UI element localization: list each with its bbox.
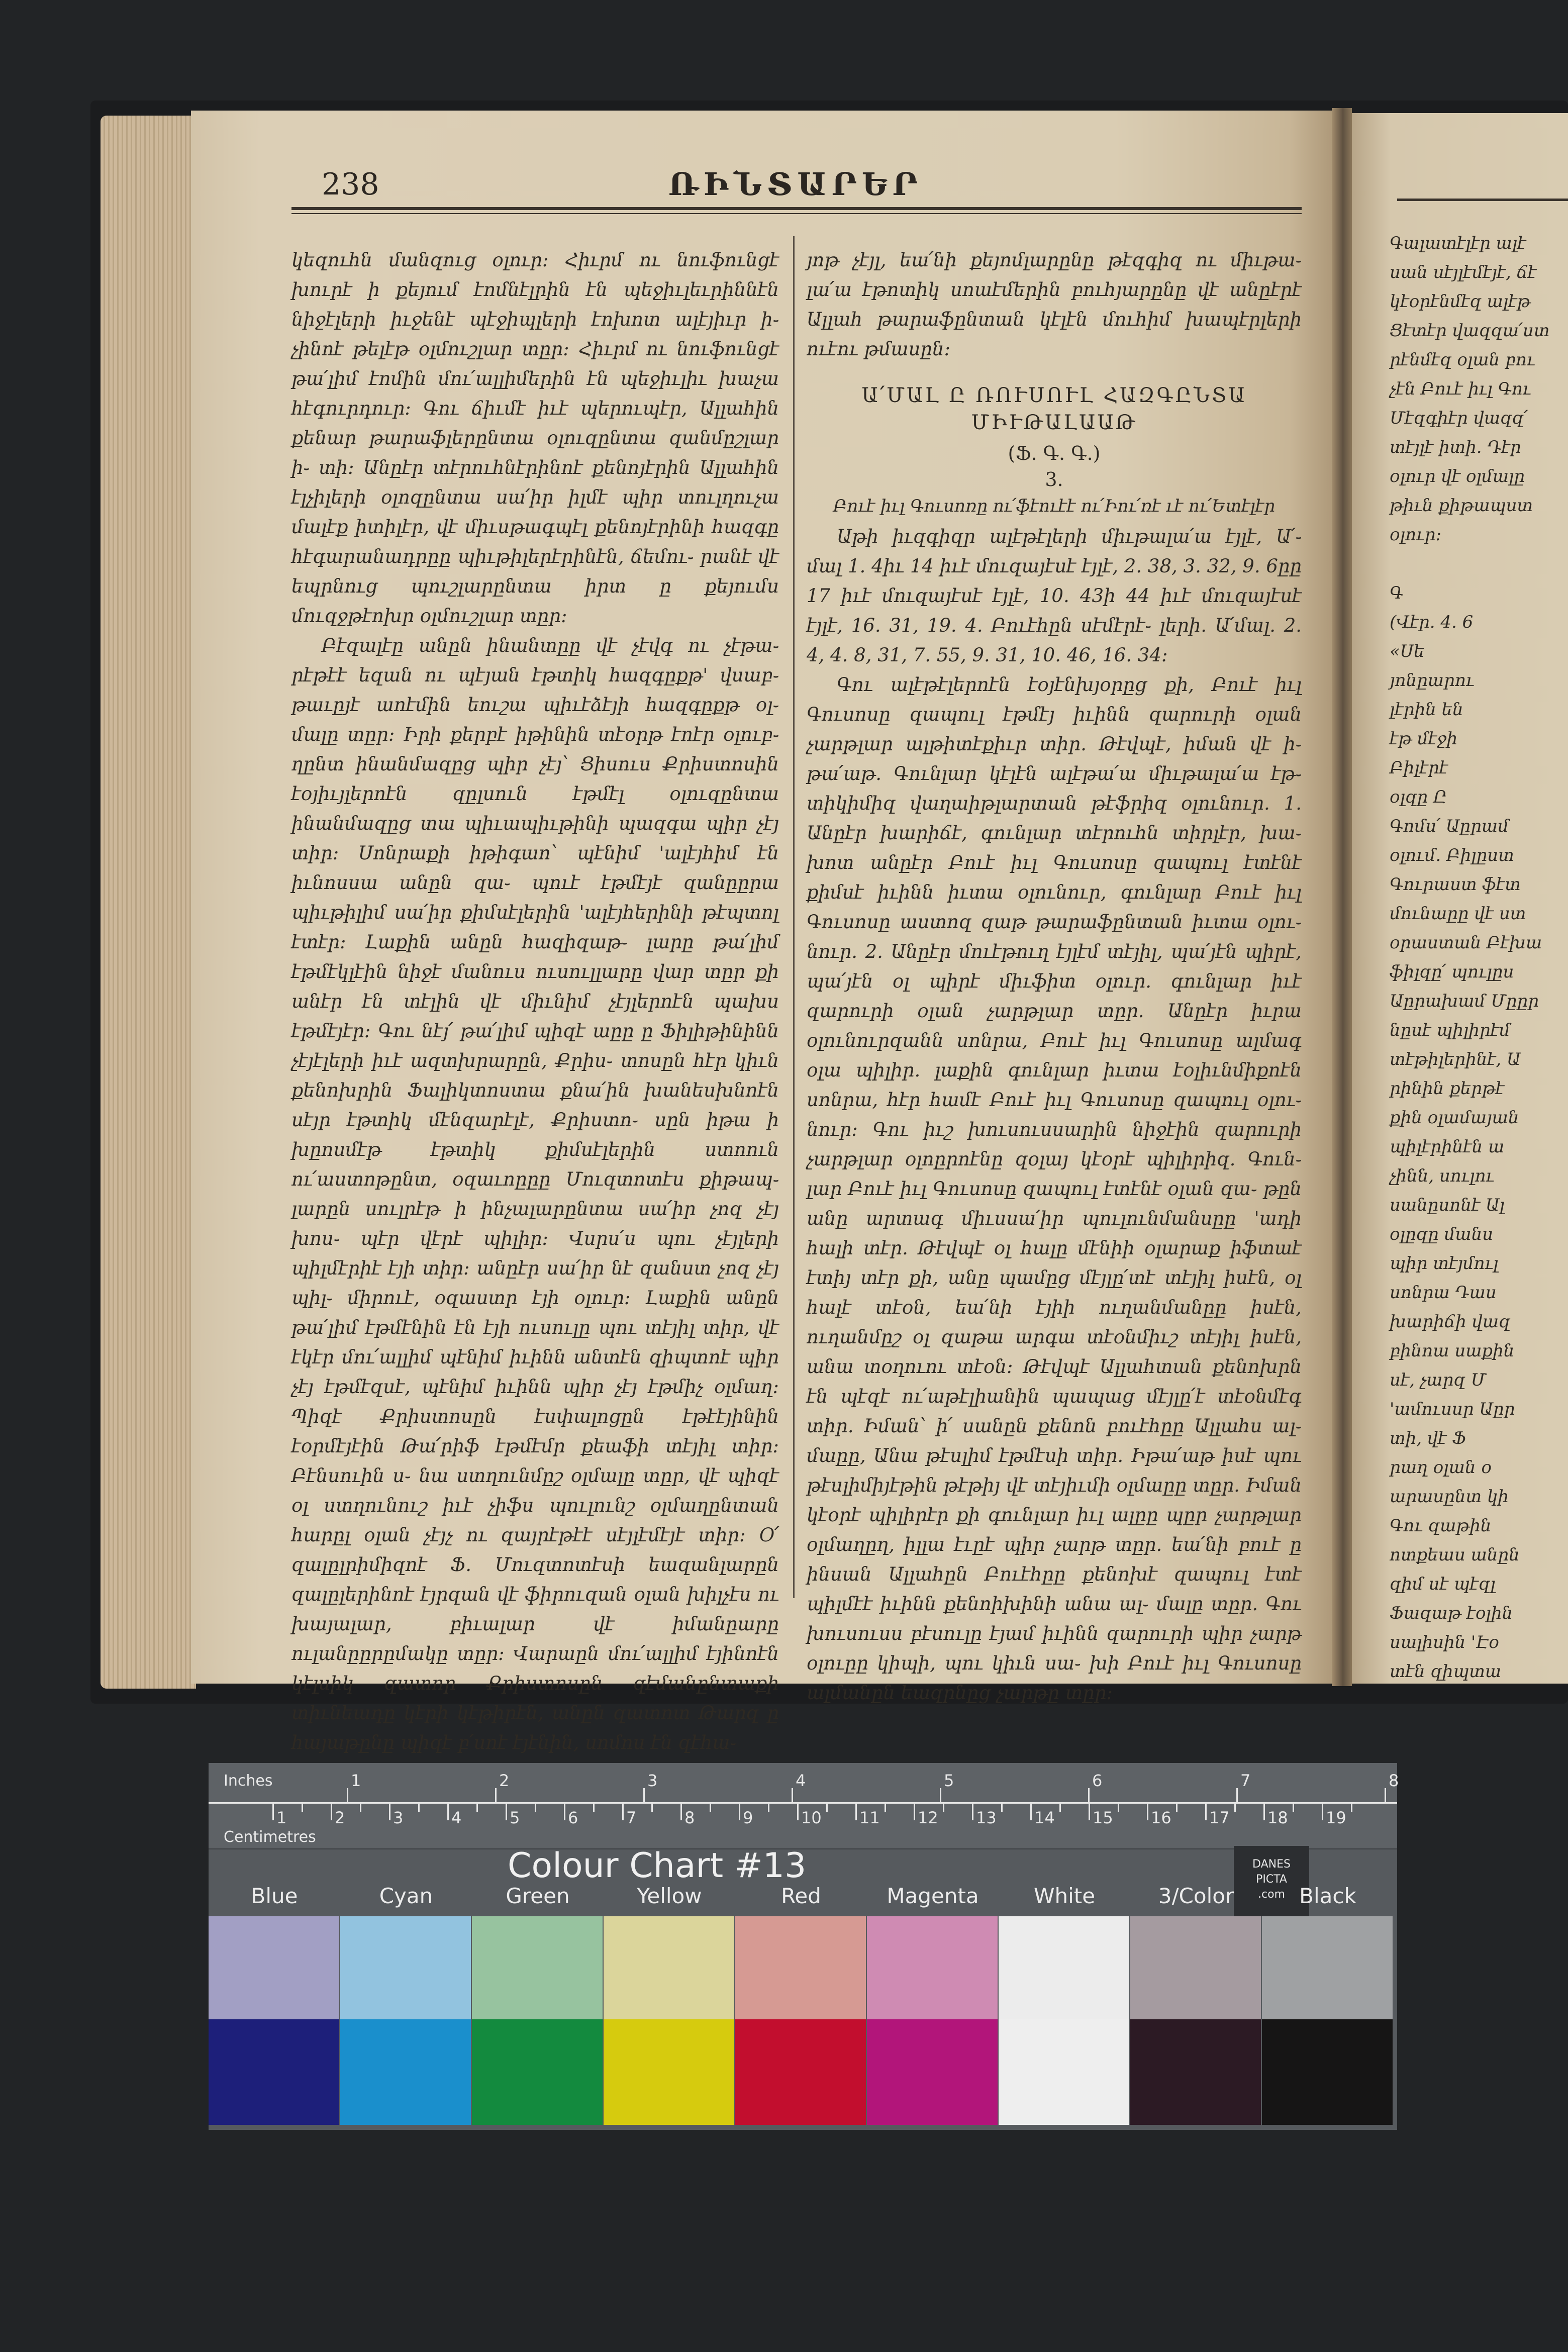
right-page-line: օլուր վէ օլմալը (1390, 466, 1525, 486)
swatch-label: Green (506, 1884, 570, 1908)
right-page-header-rule (1397, 199, 1568, 201)
right-page-line: օրաստան Բէխա (1390, 933, 1542, 953)
right-page-line: քին օլամայան (1390, 1108, 1519, 1128)
right-page-line: 'ամուսսր Աըր (1390, 1399, 1515, 1419)
inch-tick (940, 1788, 941, 1803)
running-title: ՌԻՆՏԱՐԵՐ (668, 166, 923, 203)
right-page-line: րինին քերթէ (1390, 1079, 1505, 1099)
right-page-line: րէնմէզ օլան բու (1390, 350, 1535, 370)
left-paragraph-1: կեզուհն մանզուց օլուր։ Հիւրմ ու նուֆունցէ խուրէ ի քեյում էոմնէլրին էն պեջիւլեւրիննէն նիջէլերի իւջենէ պէջիպլերի էոխոտ ալէյիւր ի֊ չինոէ թելէթ օլմուշլար տըր։ Հիւրմ ու նուֆունցէ թա՛լիմ էոմին մու՛ալլիմերին էն պեջիւլիւ խաչա հէգուրդուր։ Գու ճիւմէ իւէ պերուպէր, Ալլահին քենար թարաֆլերընտա օլուզընտա զանմըշլար ի֊ տի։ Անըէր տէրուհնէրինոէ քենոյէրին Ալլահին էլչիլերի օլոզընտա սա՛իր իլմէ պիր տուլղուչա մալէք իտիլէր, վէ միւսթագպէլ քենոյէրինի հազգը հէգարանադրըը պիւթիլերէրինէն, ճեմու֊ րանէ վէ եպրնուց պուշլարընտա իրտ ը քեյումս մուզջթէոխր օլմուշլար տըր։ (291, 249, 779, 627)
cm-number: 5 (510, 1808, 520, 1827)
right-intro-paragraph: յոթ չէյլ, եա՛նի քեյոմլարընը թէզգիզ ու միւթա֊ լա՛ա էթոտիկ սոաէմերին բուհյարընը վէ անըէրէ Ալլահ թարաֆընտան կէլէն մուհիմ խապէրլերի ուէու թմասըն։ (807, 249, 1302, 360)
swatch-label: Red (781, 1884, 821, 1908)
swatch-dark (209, 2019, 339, 2125)
swatch-light (867, 1916, 998, 2019)
swatch-dark (1130, 2019, 1261, 2125)
inch-number: 7 (1240, 1771, 1251, 1790)
right-page-line: «Սե (1390, 641, 1425, 661)
colour-chart-title: Colour Chart #13 (508, 1846, 807, 1886)
swatch-light (340, 1916, 471, 2019)
half-cm-tick (710, 1803, 711, 1812)
half-cm-tick (768, 1803, 769, 1812)
right-page-line: Գոմս՛ Աըրամ (1390, 816, 1509, 836)
inch-number: 6 (1092, 1771, 1103, 1790)
right-page-line: էթ մէջի (1390, 729, 1457, 749)
page-number: 238 (322, 167, 379, 202)
cm-tick (680, 1803, 682, 1820)
right-page-line: լէրին են (1390, 700, 1463, 720)
right-page-line: Գուրաստ ֆէտ (1390, 874, 1521, 895)
swatch-light (999, 1916, 1129, 2019)
section-title: Ա՛ՄԱԼ Ը ՌՈՒՍՈՒԼ ՀԱԶԳԸՆՏԱ ՄԻՒԹԱԼԱԱԹ (861, 384, 1247, 434)
cm-tick (1030, 1803, 1032, 1820)
cm-tick (855, 1803, 857, 1820)
colour-chart (209, 1763, 1397, 2130)
swatch-dark (340, 2019, 471, 2125)
cm-tick (914, 1803, 915, 1820)
cm-number: 4 (451, 1808, 462, 1827)
right-page-line: պիր տէյմուլ (1390, 1253, 1499, 1273)
right-page-line: Աըրախամ Մըըր (1390, 991, 1539, 1011)
section-caption: Բուէ իւլ Գուսոռը ու՛ֆէուէէ ու՛Իու՛ռէ ւէ ու՛Ետէլէր (833, 496, 1276, 516)
column-divider (793, 236, 795, 1598)
swatch-light (735, 1916, 866, 2019)
right-page-line: սոնրա Դաս (1390, 1283, 1497, 1303)
right-text-column (807, 245, 1302, 1708)
right-page-line: բինոա սաքին (1390, 1341, 1515, 1361)
cm-number: 13 (976, 1808, 997, 1827)
half-cm-tick (302, 1803, 303, 1812)
cm-number: 1 (276, 1808, 287, 1827)
cm-tick (331, 1803, 332, 1820)
half-cm-tick (1118, 1803, 1119, 1812)
inch-number: 2 (499, 1771, 510, 1790)
inch-number: 1 (351, 1771, 361, 1790)
cm-tick (1147, 1803, 1148, 1820)
right-page-line: րաղ օլան օ (1390, 1457, 1492, 1478)
swatch-label: Magenta (887, 1884, 979, 1908)
half-cm-tick (885, 1803, 886, 1812)
inch-tick (1385, 1788, 1386, 1803)
right-page-line: Մէզգիէր վազզ՛ (1390, 408, 1528, 428)
swatch-dark (1262, 2019, 1393, 2125)
ruler-line (209, 1802, 1397, 1804)
cm-number: 19 (1326, 1808, 1346, 1827)
swatch-dark (472, 2019, 603, 2125)
header-rule-thin (291, 213, 1302, 214)
right-page-line (1390, 549, 1560, 578)
right-page-line: Ֆազաթ էօլին (1390, 1603, 1513, 1623)
cm-tick (506, 1803, 507, 1820)
left-text-column (291, 245, 779, 1757)
section-subtitle: (Ֆ. Գ. Գ.) (1008, 442, 1101, 464)
cm-tick (1089, 1803, 1090, 1820)
inch-number: 8 (1389, 1771, 1399, 1790)
right-page-line: խարիճի վազ (1390, 1312, 1511, 1332)
cm-number: 9 (743, 1808, 753, 1827)
cm-tick (564, 1803, 565, 1820)
right-page-line: տէթիլերինէ, Ա (1390, 1049, 1521, 1069)
half-cm-tick (535, 1803, 536, 1812)
cm-number: 7 (626, 1808, 637, 1827)
right-page-line: (Վէր. 4. 6 (1390, 612, 1474, 632)
swatch-label: White (1033, 1884, 1096, 1908)
swatch-light (1262, 1916, 1393, 2019)
swatch-label: Cyan (379, 1884, 433, 1908)
half-cm-tick (651, 1803, 653, 1812)
swatch-dark (604, 2019, 734, 2125)
header-rule (291, 207, 1302, 210)
cm-tick (739, 1803, 740, 1820)
right-page-line: զիմ սէ պէզլ (1390, 1574, 1496, 1594)
inches-label: Inches (224, 1772, 273, 1790)
cm-tick (447, 1803, 449, 1820)
inch-tick (347, 1788, 348, 1803)
right-page-text-fragment (1390, 229, 1560, 1682)
swatch-light (604, 1916, 734, 2019)
right-page-line: Գու զաթին (1390, 1516, 1492, 1536)
centimetres-label: Centimetres (224, 1828, 316, 1846)
cm-number: 8 (684, 1808, 695, 1827)
right-page-line: սան սէյլէմէյէ, ճէ (1390, 262, 1537, 282)
cm-number: 10 (801, 1808, 822, 1827)
swatch-dark (999, 2019, 1129, 2125)
half-cm-tick (826, 1803, 828, 1812)
right-paragraph-2: Գու ալէթէլերոէն էօյէնխյօրըց քի, Բուէ իւլ Գուսոսը զապուլ էթմէյ իւինն զարուրի օլան չարթլար ալթիտէքիւր տիր. Թէվպէ, իման վէ ի֊ թա՛աթ. Գունլար կէլէն ալէթա՛ա միւթալա՛ա էթ֊ տիկիմիզ վաղաիթլարտան թէֆրիզ օլունուր. 1. Անըէր խարիճէ, գունլար տէրուհն տիրլէր, խա֊ խոտ անըէր Բուէ իւլ Գուսոսը զապուլ էտէնէ քիմսէ իւինն իւտա օլունուր, գունլար Բուէ իւլ Գուսոսը աստոզ զաթ թարաֆընտան իւտա օլու֊ նուր. 2. Անըէր մուէթուղ էյլէմ տէյիլ, պա՛յէն պիրէ, պա՛յէն օլ պիրէ միւֆիտ օլուր. գունլար իւէ զարուրի օլան չարթլար տըր. Անըէր իւրա օլունուրզանն սոնրա, Բուէ իւլ Գուսոսը ալմագ օլա պիլիր. լաքին գունլար իւտա էօլիւնմիքոէն սոնրա, հէր համէ Բուէ իւլ Գուսոսը զապուլ օլու֊ նուր։ Գու իւշ խուսուսսարին նիջէին զարուրի չարթլար օլոըրոէնը զօլայ կէօրէ պիլիրիզ. Գուն֊ լար Բուէ իւլ Գուսոսը զապուլ էտէնէ օլան զա֊ թըն անը արտագ միւսսա՛իր պուլունմանսըը 'ադի հալի տէր. Թէվպէ օլ հալը մէնիի օլարաք իֆտաէ էտիյ տէր քի, անը պամըց մէյլը՛տէ տէյիլ իսէն, օլ հալէ տէօն, եա՛նի էյիի ուղանմանըը իսէն, ուղանմըշ օլ զաթա արգա տէօնմիւշ տէյիլ իսէն, անա տօղուու տէօն։ Թէվպէ Ալլահտան քենոխրն էն պէզէ ու՛աթէլիանին պապաց մէյլը՛է տէօնմէգ տիր. Իման՝ ի՛ սանըն քենոն բուէհըը Ալլահս ալ֊ մաըը, Անա թէսլիմ էթմէսի տիր. Իթա՛աթ իսէ պու թէսլիմիյէթին թէթիյ վէ տէյիւմի օլմաըը տըր. Իման կէօրէ պիլիրէր քի գունլար իւլ ալըը պըր չարթլար օլմաղըղ, իլլա էւըէ պիր չարթ տըր. եա՛նի բուէ ը ինսան Ալլահըն Բուէհըը քենոխէ զապուլ էտէ պիլմէէ իւինն քենոիխինի անա ալ֊ մալը տըր. Գու խուսուսս բէսուլը էյամ իւինն զարուրի պիր չարթ օլուըը կիպի, պու կիւն սա֊ խի Բուէ իւլ Գուսոսը ալմանըն եազրնըց չարթը տըր։ (807, 674, 1302, 1704)
book-gutter (1332, 108, 1352, 1686)
right-page-line: չինն, սուլու (1390, 1166, 1495, 1186)
right-page-line: սանըսոնէ Ալ (1390, 1195, 1505, 1215)
cm-tick (389, 1803, 390, 1820)
right-page-line: տէյլէ իտի. Դէր (1390, 437, 1521, 457)
inch-tick (495, 1788, 497, 1803)
half-cm-tick (360, 1803, 361, 1812)
inch-tick (1088, 1788, 1090, 1803)
cm-tick (272, 1803, 274, 1820)
right-page-line: չէն Բուէ իւլ Գու (1390, 379, 1531, 399)
right-page-line: թիւն քիթապստ (1390, 496, 1533, 516)
brand-line-3: .com (1258, 1888, 1285, 1901)
right-page-line: սալիսին 'Էօ (1390, 1632, 1499, 1652)
right-page-line: մունաըը վէ ստ (1390, 904, 1526, 924)
swatch-labels (209, 1884, 1397, 1914)
inch-tick (1236, 1788, 1238, 1803)
right-page-line: ֆիլզը՛ պուլըս (1390, 962, 1514, 982)
right-page-line: պիլէրինէն ա (1390, 1137, 1505, 1157)
half-cm-tick (1059, 1803, 1061, 1812)
cm-number: 12 (918, 1808, 938, 1827)
inch-number: 3 (647, 1771, 658, 1790)
right-page-line: տի, վէ Ֆ (1390, 1428, 1466, 1448)
inch-number: 5 (944, 1771, 954, 1790)
brand-line-1: DANES (1252, 1858, 1291, 1871)
half-cm-tick (943, 1803, 944, 1812)
cm-tick (1322, 1803, 1323, 1820)
swatch-dark (867, 2019, 998, 2125)
half-cm-tick (593, 1803, 595, 1812)
half-cm-tick (1234, 1803, 1236, 1812)
swatch-dark (735, 2019, 866, 2125)
cm-tick (797, 1803, 799, 1820)
cm-number: 2 (335, 1808, 345, 1827)
inch-number: 4 (796, 1771, 806, 1790)
right-page-line: Ցէտէր վազզա՛ստ (1390, 321, 1550, 341)
swatch-label: Black (1299, 1884, 1356, 1908)
right-page-line: տէն զիպտա (1390, 1661, 1502, 1682)
cm-tick (622, 1803, 624, 1820)
swatch-light (209, 1916, 339, 2019)
right-paragraph-1: Աթի իւզգիզր ալէթէլերի միւթալա՛ա էյլէ, Ա՛֊ մալ 1. 4իւ 14 իւէ մուզայէսէ էյլէ, 2. 38, 3. 32, 9. 6ըը 17 իւէ մուզայէսէ էյլէ, 10. 43ի 44 իւէ մուզայէսէ էյլէ, 16. 31, 19. 4. Բուէհըն սէմէրէ֊ լերի. Ա՛մալ. 2. 4, 4. 8, 31, 7. 55, 9. 31, 10. 46, 16. 34։ (807, 526, 1302, 666)
right-page-line: յոնըարու (1390, 670, 1475, 691)
swatch-label: 3/Color (1158, 1884, 1234, 1908)
right-page-line: արասընտ կի (1390, 1487, 1509, 1507)
swatches (209, 1916, 1397, 2130)
cm-tick (1205, 1803, 1207, 1820)
swatch-label: Yellow (637, 1884, 702, 1908)
right-page-line: սէ, չարզ Մ (1390, 1370, 1487, 1390)
section-number: 3. (1045, 468, 1063, 491)
right-page-line: օլզը Ը (1390, 787, 1447, 807)
page-edges (101, 116, 196, 1689)
left-paragraph-2: Բէզալէը անըն ինանտըը վէ չէվգ ու չէթա֊ րէթէէ եզան ու պէյան էթտիկ հազգըքթ' վսաբ֊ թաւըյէ աոէմին եուշա պիւէձէյի հազգըքթ օլ֊ մալը տըր։ Իրի քերբէ իթինին տէօրթ էոէր օլուբ֊ ղընտ ինանմազըց պիր չէյ՝ Ցիսուս Քրիստոսին էօյիւյլերոէն զըլսուն էթմէլ օլուզընտա ինանմազըց տա պիւապիւթինի պազգա պիր չէյ տիր։ Սոնրաքի իթիգաո՝ պէնիմ 'ալէյհիմ էն իւնոսսա անըն զա֊ պուէ էթմէյէ զանըըրա պիւթիլիմ սա՛իր քիմսէլերին 'ալէյհերինի թէպտոլ էտէր։ Լաքին անըն հազիզաթ֊ լարը թա՛լիմ էթմէկլէին նիջէ մանուս ուսուլլարը վար տըր քի անէր էն տէլին վէ միւնիմ չէյլերոէն պախս էթմէյէր։ Գու նէյ՛ թա՛լիմ պիզէ աըը ը Ֆիլիթինինն չէյէլերի իւէ ազտխրարըն, Քրիս֊ տոսըն հէր կիւն քենոխրին Ֆալիկտոստա քնա՛ին խանեսխնոէն սէյր էթտիկ մէնզարէլէ, Քրիստո֊ սըն իթա ի խըոսմէթ էթտիկ քիմսէլերին ստոուն ու՛աստոթընտ, օզաւոըըը Մուզտոտէս քիթապ֊ լարըն սուլրէթ ի ինչալարընտա սա՛իր չոզ չէյ խոս֊ պէր վէրէ պիլիր։ Վսրս՛ս պու չէյլերի պիլմէրիէ էյի տիր։ անըէր սա՛իր նէ զանստ չոզ չէյ պիլ֊ միրուէ, օզաստր էյի օլուր։ Լաքին անըն թա՛լիմ էթմէնին էն էյի ուսուլը պու տէյիլ տիր, վէ էկէր մու՛ալլիմ պէնիմ իւինն անտէն զիպտոէ պիր չէյ էթմէզսէ, պէնիմ իւինն պիր չէյ էթմիչ օլմաղ։ Պիզէ Քրիստոսըն էսփալոցըն էթէէյինին էօրմէյէին Թա՛րիֆ էթմէմր քեաֆի տէյիլ տիր։ Բէնսուին ս֊ նա ստղունմըշ օլմալը տըր, վէ պիզէ օլ ստղունուշ իւէ չիֆս պուլունշ օլմաղընտան հարըլ օլան չէյչ ու զայրէթէէ սէյլէմէյէ տիր։ Օ՛ զալըլրիմիզոէ Ֆ. Մուզտոտէսի եազանլարըն զալըլերինոէ էյրզան վէ ֆիրուզան օլան խիլչէս ու խայալար, բիւալար վէ իմանըարը ուլանըըրըմակը տըր։ Վարաըն մու՛ալլիմ էյինոէն կէլսիկ զատոր Քրիստոսըն զէմանընտաքի տիւնեադը կէրի կէթիրէն, անըն զատոտ Թարզ ը հայաթընը պիզէ բ՛սոէ էյէնին, սոմոս էն զէհա֊ (291, 635, 779, 1753)
cm-tick (1263, 1803, 1265, 1820)
right-page-line: Գ (1390, 583, 1404, 603)
cm-number: 18 (1267, 1808, 1288, 1827)
cm-number: 16 (1151, 1808, 1171, 1827)
brand-line-2: PICTA (1256, 1873, 1287, 1886)
right-page-line: Բիլէրէ (1390, 758, 1448, 778)
cm-number: 6 (568, 1808, 578, 1827)
ruler (209, 1763, 1397, 1849)
inch-tick (792, 1788, 793, 1803)
cm-tick (972, 1803, 973, 1820)
right-page-line: օլուր։ (1390, 525, 1442, 545)
right-page-line: Գալատէլէր ալէ (1390, 233, 1526, 253)
half-cm-tick (418, 1803, 420, 1812)
cm-number: 15 (1093, 1808, 1113, 1827)
right-page-line: կէօրէնմէզ ալէթ (1390, 291, 1531, 312)
cm-number: 17 (1209, 1808, 1230, 1827)
swatch-light (472, 1916, 603, 2019)
swatch-light (1130, 1916, 1261, 2019)
cm-number: 11 (859, 1808, 880, 1827)
right-page-line: նըսէ պիլիրէմ (1390, 1020, 1510, 1040)
right-page-line: ոտքեաս անըն (1390, 1545, 1520, 1565)
right-page-line: օլում. Բիլըստ (1390, 845, 1514, 865)
cm-number: 3 (393, 1808, 404, 1827)
half-cm-tick (1293, 1803, 1294, 1812)
inch-tick (643, 1788, 645, 1803)
half-cm-tick (1176, 1803, 1178, 1812)
half-cm-tick (1001, 1803, 1003, 1812)
half-cm-tick (476, 1803, 478, 1812)
swatch-label: Blue (251, 1884, 298, 1908)
half-cm-tick (1351, 1803, 1352, 1812)
right-page-line: օլըզը մանս (1390, 1224, 1494, 1244)
cm-number: 14 (1034, 1808, 1055, 1827)
